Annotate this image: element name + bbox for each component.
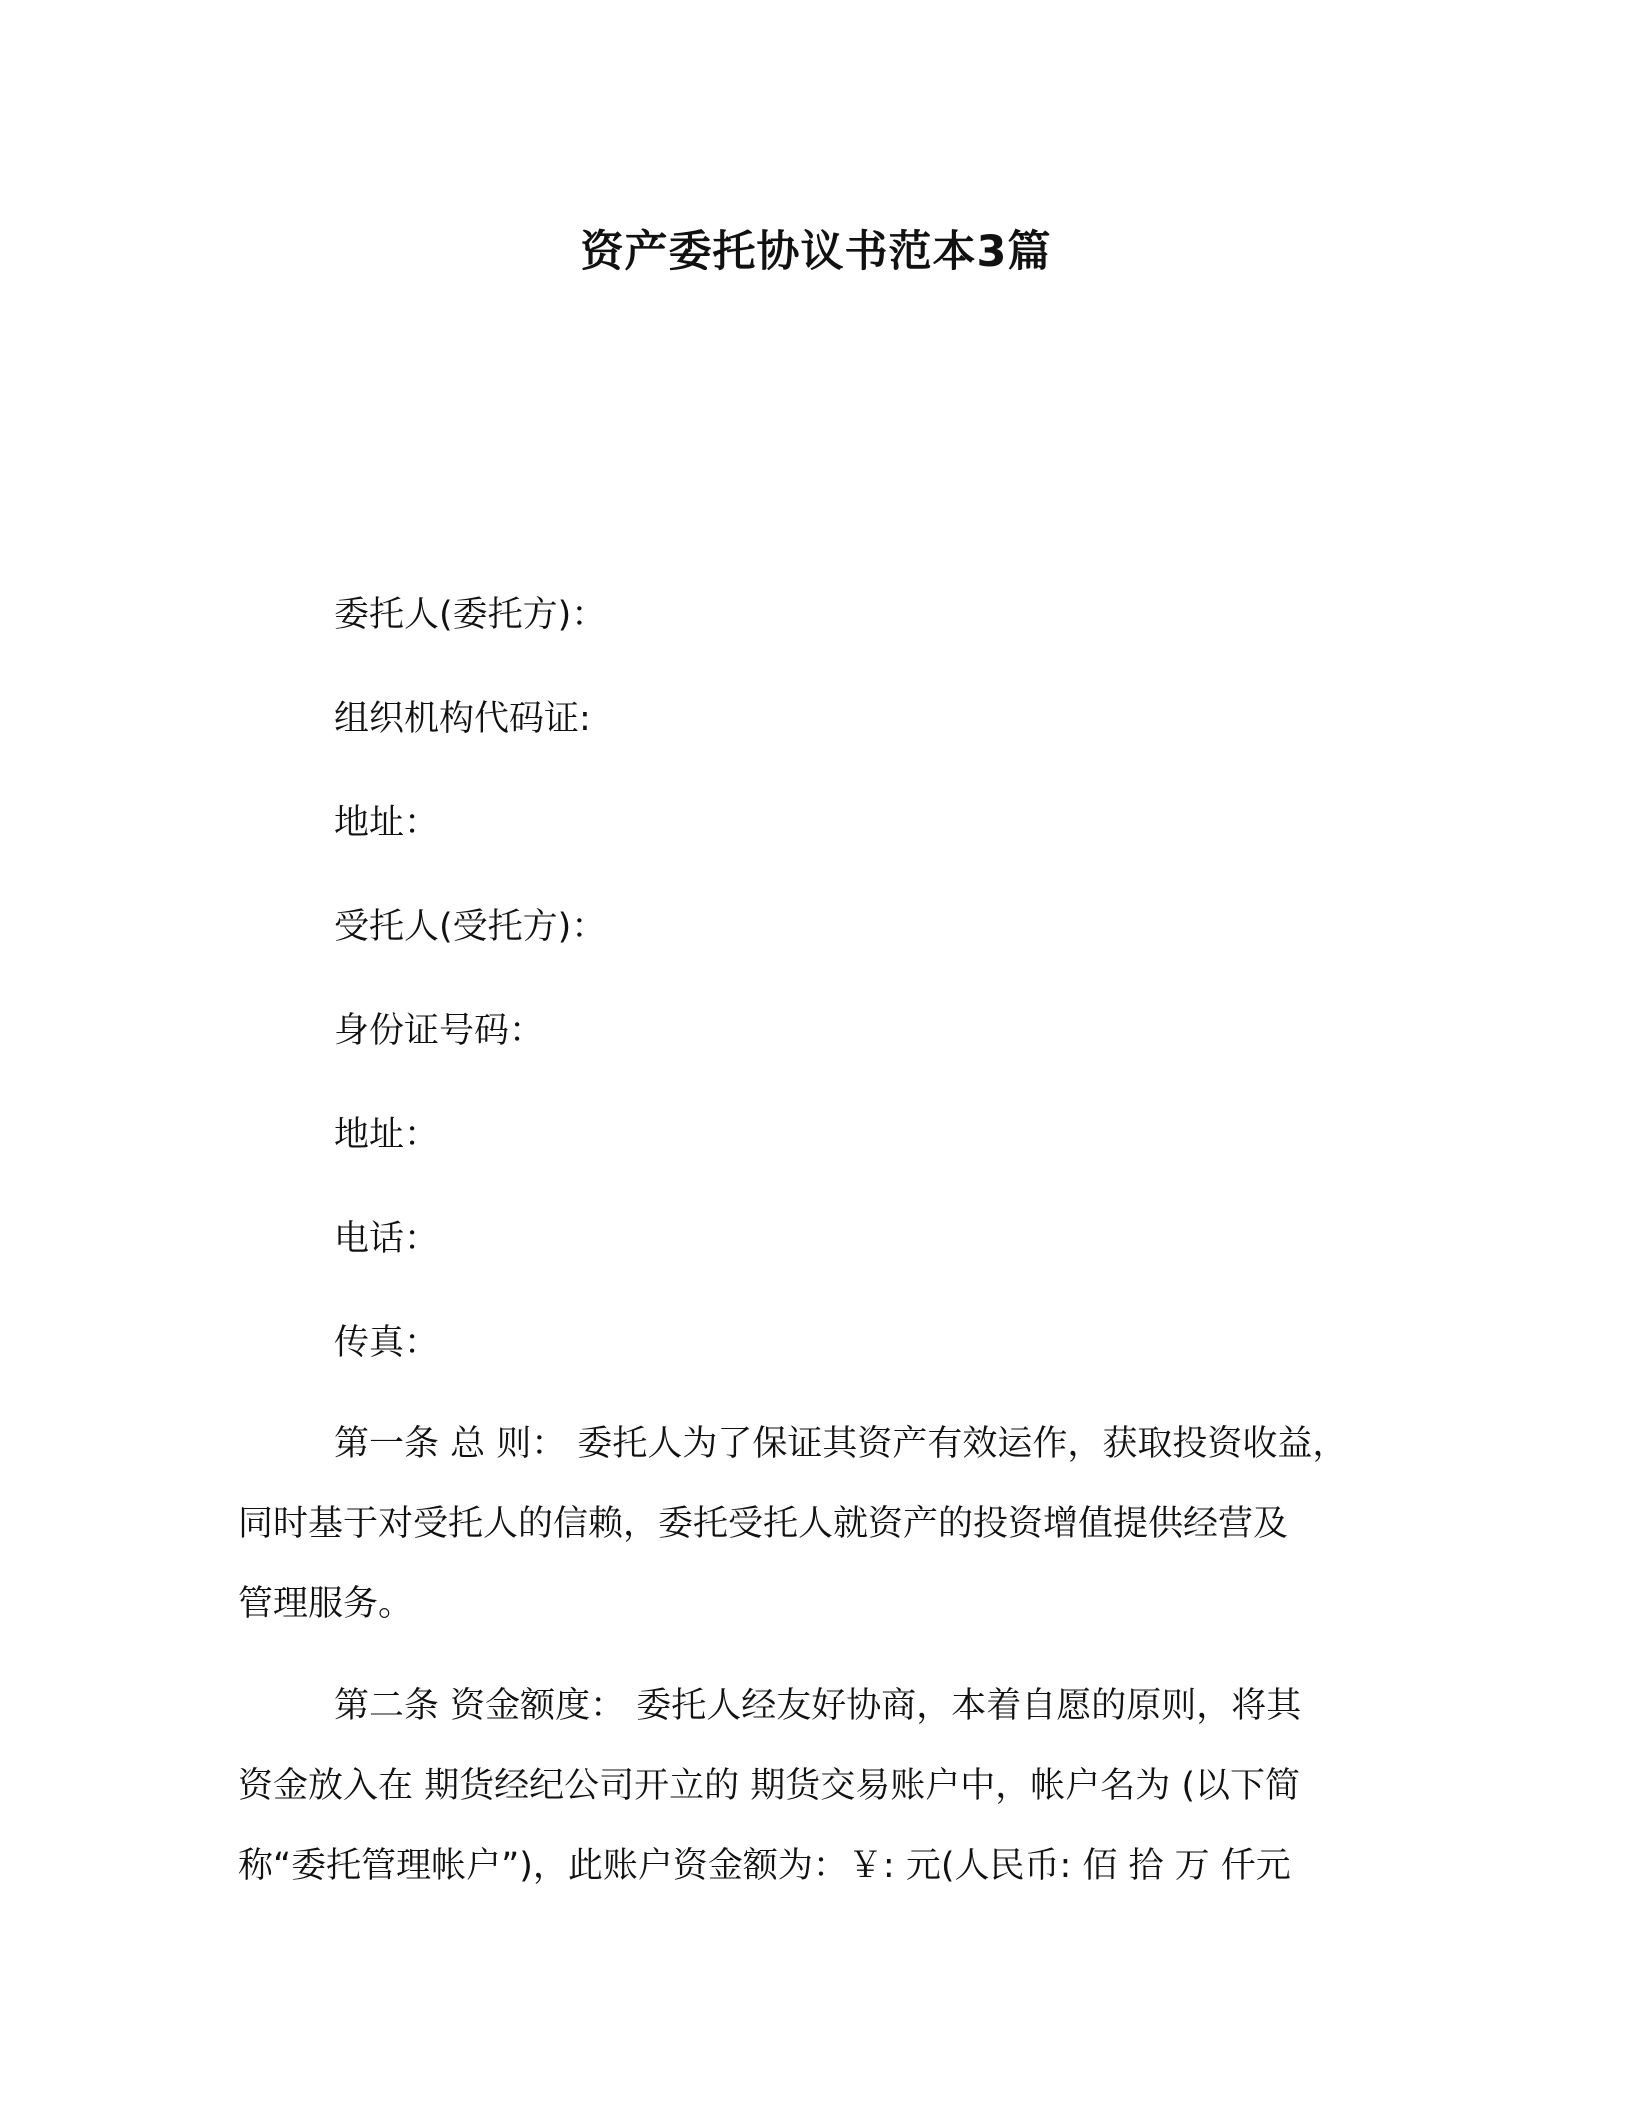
clause-line: 同时基于对受托人的信赖，委托受托人就资产的投资增值提供经营及 — [238, 1504, 1289, 1544]
field-trustee: 受托人(受托方)： — [334, 907, 607, 947]
document-title: 资产委托协议书范本3篇 — [580, 227, 1052, 277]
clause-line: 第二条 资金额度： 委托人经友好协商，本着自愿的原则，将其 — [334, 1686, 1302, 1726]
clause-fund-amount — [238, 1666, 1398, 1906]
field-id-number: 身份证号码： — [334, 1011, 545, 1051]
field-principal-address: 地址： — [334, 803, 440, 843]
party-info-fields — [334, 590, 1434, 1422]
clause-line: 第一条 总 则： 委托人为了保证其资产有效运作，获取投资收益， — [334, 1424, 1348, 1464]
clause-line: 管理服务。 — [238, 1584, 414, 1624]
field-trustee-address: 地址： — [334, 1115, 440, 1155]
clause-line: 称“委托管理帐户”)，此账户资金额为：￥: 元(人民币: 佰 拾 万 仟元 — [238, 1846, 1291, 1886]
clause-general-principles — [238, 1404, 1398, 1644]
field-principal: 委托人(委托方)： — [334, 595, 607, 635]
field-org-code: 组织机构代码证: — [334, 699, 591, 739]
field-phone: 电话： — [334, 1219, 440, 1259]
clause-line: 资金放入在 期货经纪公司开立的 期货交易账户中，帐户名为 (以下简 — [238, 1766, 1301, 1806]
field-fax: 传真： — [334, 1323, 440, 1363]
